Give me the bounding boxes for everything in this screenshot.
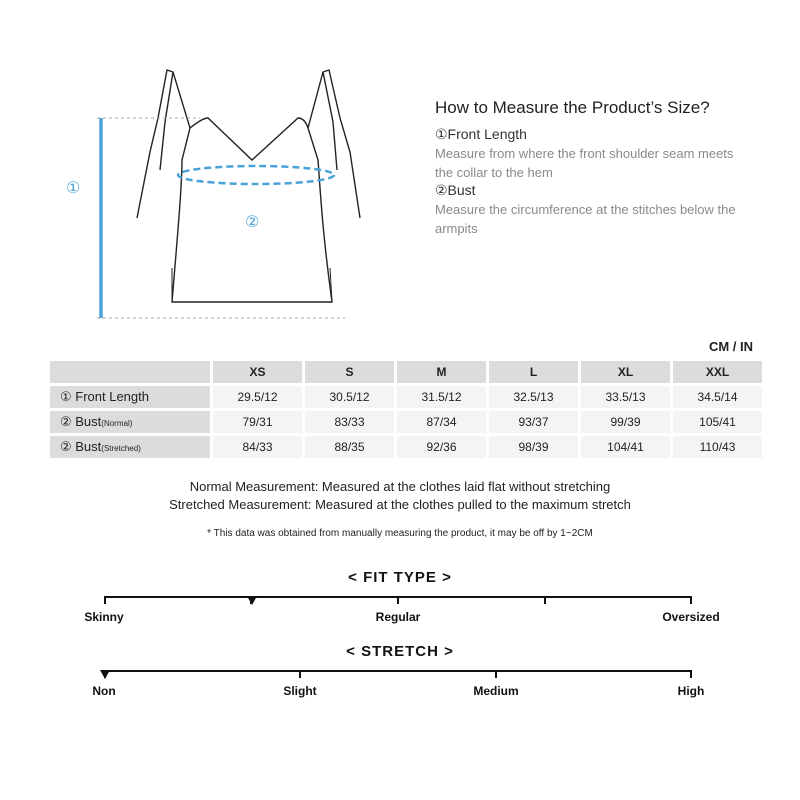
table-cell: 79/31 — [213, 411, 302, 433]
normal-measurement-note: Normal Measurement: Measured at the clothes laid flat without stretching — [189, 479, 611, 494]
table-row — [50, 436, 762, 458]
size-header: S — [305, 361, 394, 383]
table-cell: 105/41 — [673, 411, 762, 433]
table-cell: 29.5/12 — [213, 386, 302, 408]
garment-diagram — [60, 60, 380, 330]
table-cell: 34.5/14 — [673, 386, 762, 408]
table-cell: 31.5/12 — [397, 386, 486, 408]
guide-bust-desc: Measure the circumference at the stitches below the armpits — [435, 202, 736, 236]
stretch-label-slight: Slight — [283, 684, 317, 698]
fit-type-tick — [544, 596, 546, 604]
table-cell: 87/34 — [397, 411, 486, 433]
size-header: XL — [581, 361, 670, 383]
disclaimer-note: * This data was obtained from manually measuring the product, it may be off by 1~2CM — [207, 528, 593, 539]
diagram-marker-front-length: ① — [66, 180, 81, 197]
fit-type-label-skinny: Skinny — [84, 610, 124, 624]
stretch-label-high: High — [677, 684, 705, 698]
guide-title: How to Measure the Product’s Size? — [435, 98, 710, 117]
table-cell: 88/35 — [305, 436, 394, 458]
fit-type-label-regular: Regular — [375, 610, 421, 624]
fit-type-title: < FIT TYPE > — [348, 569, 452, 586]
table-row — [50, 411, 762, 433]
size-header: XXL — [673, 361, 762, 383]
guide-front-length-desc: Measure from where the front shoulder seam meets the collar to the hem — [435, 146, 734, 180]
unit-label: CM / IN — [708, 339, 753, 354]
stretch-tick — [495, 670, 497, 678]
guide-bust-heading: ②Bust — [435, 182, 476, 198]
row-label-text: ① Front Length — [60, 389, 149, 404]
stretch-label-non: Non — [92, 684, 116, 698]
row-label — [50, 411, 210, 433]
table-cell: 110/43 — [673, 436, 762, 458]
row-label — [50, 386, 210, 408]
table-cell: 92/36 — [397, 436, 486, 458]
stretch-marker-icon — [100, 670, 110, 679]
header-corner — [50, 361, 210, 383]
row-label-suffix: (Normal) — [101, 419, 133, 428]
fit-type-label-oversized: Oversized — [662, 610, 720, 624]
table-cell: 104/41 — [581, 436, 670, 458]
fit-type-marker-icon — [247, 596, 257, 605]
row-label — [50, 436, 210, 458]
table-cell: 30.5/12 — [305, 386, 394, 408]
table-cell: 98/39 — [489, 436, 578, 458]
fit-type-tick — [104, 596, 106, 604]
stretched-measurement-note: Stretched Measurement: Measured at the clothes pulled to the maximum stretch — [169, 497, 631, 512]
stretch-title: < STRETCH > — [346, 643, 454, 660]
stretch-tick — [299, 670, 301, 678]
table-cell: 33.5/13 — [581, 386, 670, 408]
table-cell: 84/33 — [213, 436, 302, 458]
table-cell: 99/39 — [581, 411, 670, 433]
row-label-suffix: (Stretched) — [101, 444, 141, 453]
left-strap-tie — [160, 72, 173, 170]
stretch-scale — [92, 670, 705, 710]
stretch-line — [104, 670, 692, 672]
fit-type-tick — [690, 596, 692, 604]
stretch-label-medium: Medium — [473, 684, 519, 698]
size-header: M — [397, 361, 486, 383]
table-cell: 32.5/13 — [489, 386, 578, 408]
size-header: XS — [213, 361, 302, 383]
fit-type-scale — [84, 596, 720, 636]
table-cell: 93/37 — [489, 411, 578, 433]
diagram-marker-bust: ② — [245, 214, 260, 231]
row-label-text: ② Bust — [60, 439, 102, 454]
table-row — [50, 386, 762, 408]
size-header-row — [50, 361, 762, 383]
table-cell: 83/33 — [305, 411, 394, 433]
stretch-tick — [690, 670, 692, 678]
size-header: L — [489, 361, 578, 383]
row-label-text: ② Bust — [60, 414, 102, 429]
right-strap-tie — [323, 72, 337, 170]
fit-type-tick — [397, 596, 399, 604]
size-table — [47, 358, 765, 461]
guide-front-length-heading: ①Front Length — [435, 126, 527, 142]
garment-body — [172, 118, 332, 302]
